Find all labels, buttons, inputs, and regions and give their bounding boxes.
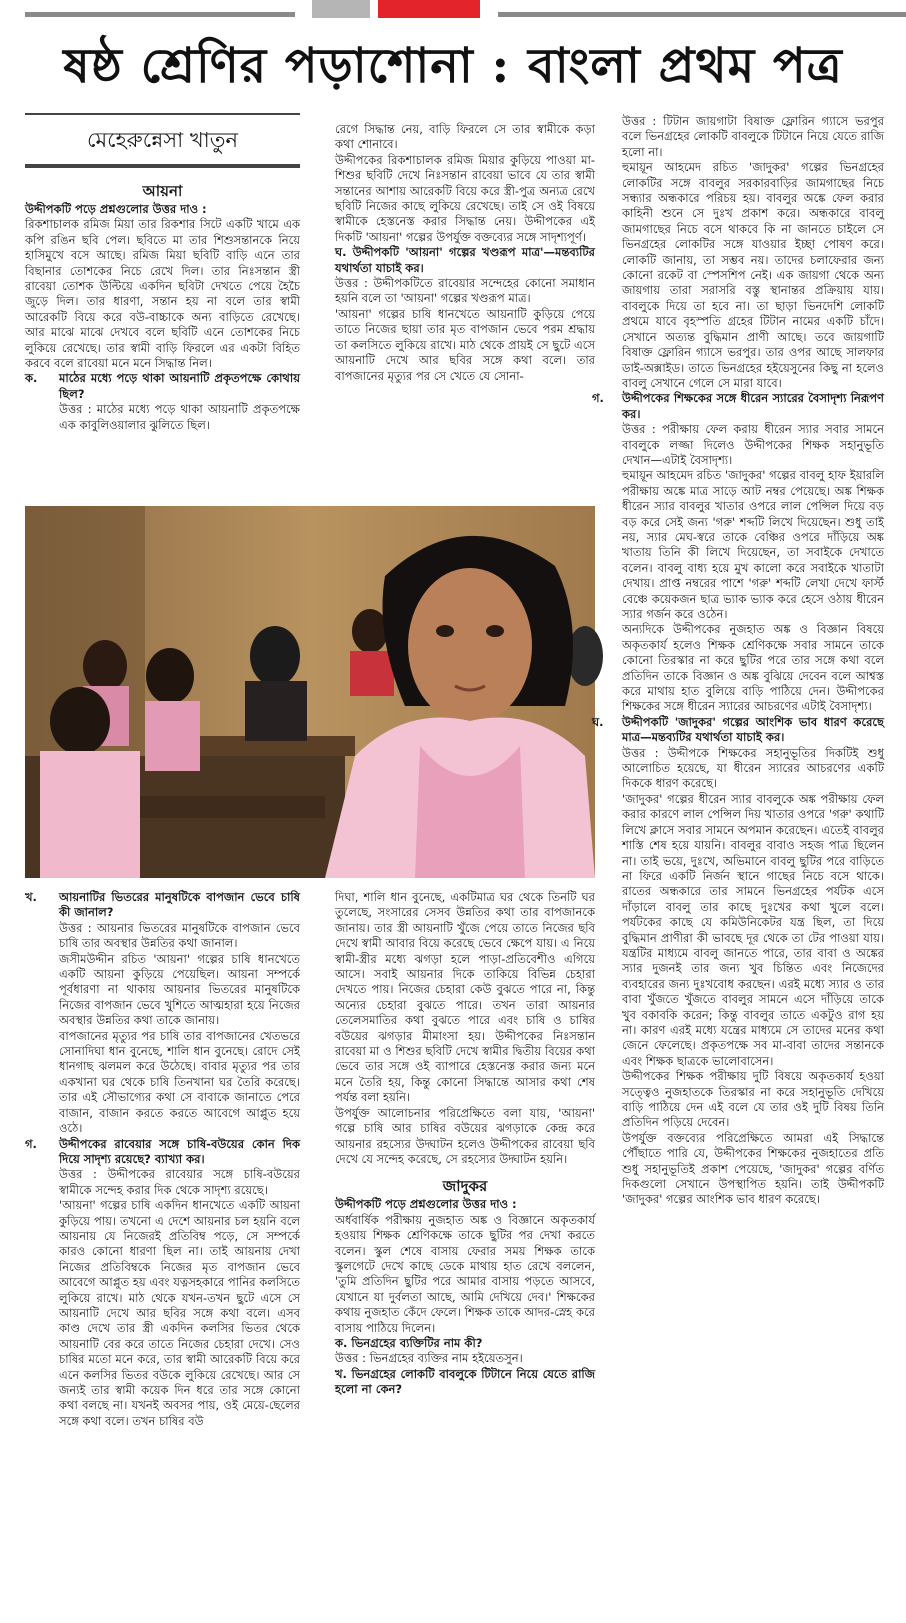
byline-rule-top [25, 113, 300, 115]
column-2-upper [335, 122, 595, 498]
column-1-lower [25, 890, 300, 1615]
column-1-upper [25, 180, 300, 498]
paragraph: উদ্দীপকের শিক্ষক পরীক্ষায় দুটি বিষয়ে অকৃতকার্য হওয়া সত্ত্বেও নুজহাতকে তিরস্কার না করে সহানুভূতি দেখিয়ে বাড়ি পাঠিয়ে দেন এই বলে যে তার ওই দুটি বিষয় তিনি প্রতিদিন পড়িয়ে দেবেন। [622, 1069, 884, 1130]
question-ga-jadukor [592, 391, 884, 422]
question-kha-jadukor: খ. ভিনগ্রহের লোকটি বাবলুকে টিটানে নিয়ে যেতে রাজি হলো না কেন? [335, 1366, 595, 1397]
paragraph: রেগে সিদ্ধান্ত নেয়, বাড়ি ফিরলে সে তার স্বামীকে কড়া কথা শোনাবে। [335, 122, 595, 152]
classroom-photo [25, 506, 595, 878]
answer-ka-jadukor: উত্তর : ভিনগ্রহের ব্যক্তির নাম হইয়েতসুন। [335, 1351, 523, 1366]
question-gha-jadukor [592, 715, 884, 746]
paragraph: অন্যদিকে উদ্দীপকের নুজহাত অঙ্ক ও বিজ্ঞান বিষয়ে অকৃতকার্য হলেও শিক্ষক শ্রেণিকক্ষে সবার সামনে তাকে কোনো তিরস্কার না করে ছুটির পরে তার সঙ্গে কথা বলে প্রতিদিন তাকে বিজ্ঞান ও অঙ্ক বুঝিয়ে দেবেন বলে আশ্বস্ত করে মাথায় হাত বুলিয়ে বাড়ি পাঠিয়ে দেন। উদ্দীপকের শিক্ষকের সঙ্গে ধীরেন স্যারের আচরণের এটাই বৈসাদৃশ্য। [622, 622, 884, 714]
question-text: আয়নাটির ভিতরের মানুষটিকে বাপজান ভেবে চাষি কী জানাল? [59, 890, 300, 920]
stimulus-instruction: উদ্দীপকটি পড়ে প্রশ্নগুলোর উত্তর দাও : [335, 1197, 517, 1212]
page-headline: ষষ্ঠ শ্রেণির পড়াশোনা : বাংলা প্রথম পত্র [63, 38, 843, 94]
paragraph: 'আয়না' গল্পের চাষি ধানখেতে আয়নাটি কুড়িয়ে পেয়ে তাতে নিজের ছায়া তার মৃত বাপজান ভেবে পরম শ্রদ্ধায় তা কলসিতে লুকিয়ে রাখে। মাঠ থেকে প্রায়ই সে ছুটে এসে আয়নাটি দেখে আর ছবির সঙ্গে কথা বলে। তার বাপজানের মৃত্যুর পর সে খেতে যে সোনা- [335, 306, 595, 383]
answer-ga-jadukor: উত্তর : পরীক্ষায় ফেল করায় ধীরেন স্যার সবার সামনে বাবলুকে লজ্জা দিলেও উদ্দীপকের শিক্ষক সহানুভূতি দেখান—এটাই বৈসাদৃশ্য। [622, 422, 884, 467]
paragraph: উদ্দীপকের রিকশাচালক রমিজ মিয়ার কুড়িয়ে পাওয়া মা-শিশুর ছবিটি দেখে নিঃসন্তান রাবেয়া ভাবে যে তার স্বামী সন্তানের আশায় আরেকটি বিয়ে করে স্ত্রী-পুত্র অন্যত্র রেখে ছবিটি নিজের কাছে লুকিয়ে রেখেছে। তাই সে ওই বিষয়ে স্বামীকে হেস্তনেস্ত করার সিদ্ধান্ত নেয়। উদ্দীপকের এই দিকটি 'আয়না' গল্পের উপর্যুক্ত বক্তব্যের সঙ্গে সাদৃশ্যপূর্ণ। [335, 152, 595, 244]
paragraph: জসীমউদ্দীন রচিত 'আয়না' গল্পের চাষি ধানখেতে একটি আয়না কুড়িয়ে পেয়েছিল। আয়না সম্পর্কে পূর্বধারণা না থাকায় আয়নার ভিতরের মানুষটিকে নিজের বাপজান ভেবে খুশিতে আত্মহারা হয়ে নিজের অবস্থার উন্নতির কথা তাকে জানায়। [59, 951, 300, 1028]
answer-ga: উত্তর : উদ্দীপকের রাবেয়ার সঙ্গে চাষি-বউয়ের স্বামীকে সন্দেহ করার দিক থেকে সাদৃশ্য রয়েছে। [59, 1167, 300, 1197]
masthead-bar [0, 0, 906, 22]
answer-gha-jadukor: উত্তর : উদ্দীপকে শিক্ষকের সহানুভূতির দিকটিই শুধু আলোচিত হয়েছে, যা ধীরেন স্যারের আচরণের একটি দিককে ধারণ করেছে। [622, 745, 884, 791]
masthead-rule-left [25, 12, 295, 17]
masthead-red-block [378, 0, 480, 18]
question-number: গ. [25, 1136, 37, 1151]
masthead-rule-right [498, 12, 906, 17]
question-ga [25, 1137, 300, 1168]
question-text: উদ্দীপকটি 'জাদুকর' গল্পের আংশিক ভাব ধারণ করেছে মাত্র—মন্তব্যটির যথার্থতা যাচাই কর। [622, 714, 884, 745]
question-gha: ঘ. উদ্দীপকটি 'আয়না' গল্পের খণ্ডরূপ মাত্র'—মন্তব্যটির যথার্থতা যাচাই কর। [335, 245, 595, 275]
section-title-jadukor: জাদুকর [442, 1177, 488, 1196]
stimulus-instruction: উদ্দীপকটি পড়ে প্রশ্নগুলোর উত্তর দাও : [25, 202, 207, 216]
paragraph: বাপজানের মৃত্যুর পর চাষি তার বাপজানের খেতভরে সোনাদিঘা ধান বুনেছে, শালি ধান বুনেছে। রোদে সেই ধানগাছ ঝলমল করে উঠেছে। বাবার মৃত্যুর পর তার একখানা ঘর থেকে চাষি তিনখানা ঘর তৈরি করেছে। তার এই সৌভাগ্যের কথা সে বাবাকে জানাতে পেরে বাজান, বাজান করতে করতে আবেগে আপ্লুত হয়ে ওঠে। [59, 1028, 300, 1136]
paragraph: 'জাদুকর' গল্পের ধীরেন স্যার বাবলুকে অঙ্ক পরীক্ষায় ফেল করার কারণে লাল পেন্সিল দিয় খাতার ওপরে 'গরু' কথাটি লিখে ক্লাসে সবার সামনে অপমান করেছেন। এতেই বাবলুর শাস্তি শেষ হয়ে যায়নি। বাবলুর বাবাও সহজ পাত্র ছিলেন না। তাই ভয়ে, দুঃখে, অভিমানে বাবলু ছুটির পরে বাড়িতে না ফিরে একটি নির্জন স্থানে গাছের নিচে বসে থাকে। রাতের অন্ধকারে তার সামনে ভিনগ্রহের পর্যটক এসে দাঁড়ালে বাবলু তার কাছে দুঃখের কথা খুলে বলে। পর্যটকের কাছে যে কমিউনিকেটর যন্ত্র ছিল, তা দিয়ে বুদ্ধিমান প্রাণীরা কী ভাবছে দূর থেকে তা টের পাওয়া যায়। যন্ত্রটির মাধ্যমে বাবলু জানতে পারে, তার বাবা ও অঙ্কের স্যার দুজনই তার জন্য খুব চিন্তিত এবং নিজেদের ব্যবহারের জন্য দুঃখবোধ করছেন। এরই মধ্যে স্যার ও তার বাবা খুঁজতে খুঁজতে বাবলুর সামনে এসে দাঁড়িয়ে তাকে খুব বকাবকি করেন; কিন্তু বাবলুর তাতে একটুও রাগ হয় না। কারণ এরই মধ্যে যন্ত্রের মাধ্যমে সে তাদের মনের কথা জেনে ফেলেছে। প্রকৃতপক্ষে সব মা-বাবা তাদের সন্তানকে এবং শিক্ষক ছাত্রকে ভালোবাসেন। [622, 791, 884, 1068]
classroom-photo-illustration [25, 506, 595, 878]
paragraph: উপর্যুক্ত আলোচনার পরিপ্রেক্ষিতে বলা যায়, 'আয়না' গল্পে চাষি আর চাষির বউয়ের ঝগড়াকে কেন্দ্র করে আয়নার রহস্যের উদ্ঘাটন হলেও উদ্দীপকের রাবেয়া ছবি দেখে যে সন্দেহ করেছে, সে রহস্যের উদ্ঘাটন হয়নি। [335, 1105, 595, 1166]
paragraph: হুমায়ূন আহমেদ রচিত 'জাদুকর' গল্পের বাবলু হাফ ইয়ারলি পরীক্ষায় অঙ্কে মাত্র সাড়ে আট নম্বর পেয়েছে। অঙ্ক শিক্ষক ধীরেন স্যার বাবলুর খাতার ওপরে লাল পেন্সিল দিয়ে বড় বড় করে সেই জন্য 'গরু' শব্দটি লিখে দিয়েছেন। শুধু তাই নয়, স্যার মেঘ-স্বরে তাকে বেঞ্চির ওপরে দাঁড়িয়ে অঙ্ক খাতায় তিনি কী লিখে দিয়েছেন, তা সবাইকে দেখাতে বলেন। বাবলু বাধ্য হয়ে মুখ কালো করে সবাইকে খাতাটা দেখায়। প্রাপ্ত নম্বরের পাশে 'গরু' শব্দটি লেখা দেখে ফার্স্ট বেঞ্চে কয়েকজন ছাত্র ভ্যাক ভ্যাক করে হেসে ওঠায় ধীরেন স্যার গর্জন করে ওঠেন। [622, 468, 884, 621]
column-2-lower [335, 890, 595, 1615]
question-number: খ. [25, 890, 37, 904]
question-kha [25, 890, 300, 921]
paragraph: উপর্যুক্ত বক্তব্যের পরিপ্রেক্ষিতে আমরা এই সিদ্ধান্তে পৌঁছাতে পারি যে, উদ্দীপকের শিক্ষকের নুজহাতের প্রতি শুধু সহানুভূতিই প্রকাশ পেয়েছে, 'জাদুকর' গল্পের বর্ণিত দিকগুলো সেখানে উপস্থাপিত হয়নি। তাই উদ্দীপকটি 'জাদুকর' গল্পের আংশিক ভাব ধারণ করেছে। [622, 1130, 884, 1207]
question-number: ক. [25, 371, 38, 386]
author-name: মেহেরুন্নেসা খাতুন [87, 128, 238, 152]
question-text: উদ্দীপকের শিক্ষকের সঙ্গে ধীরেন স্যারের বৈসাদৃশ্য নিরূপণ কর। [622, 391, 884, 421]
answer-gha: উত্তর : উদ্দীপকটিতে রাবেয়ার সন্দেহের কোনো সমাধান হয়নি বলে তা 'আয়না' গল্পের খণ্ডরূপ মাত্র। [335, 276, 595, 306]
question-number: ঘ. [592, 714, 604, 729]
question-ka [25, 371, 300, 402]
question-text: উদ্দীপকের রাবেয়ার সঙ্গে চাষি-বউয়ের কোন দিক দিয়ে সাদৃশ্য রয়েছে? ব্যাখ্যা কর। [59, 1136, 300, 1166]
byline-rule-bottom [25, 164, 300, 168]
section-title-aayna: আয়না [142, 182, 183, 200]
answer-kha: উত্তর : আয়নার ভিতরের মানুষটিকে বাপজান ভেবে চাষি তার অবস্থার উন্নতির কথা জানাল। [59, 920, 300, 951]
stimulus-text: রিকশাচালক রমিজ মিয়া তার রিকশার সিটে একটি খামে এক কপি রঙিন ছবি পেল। ছবিতে মা তার শিশুসন্তানকে নিয়ে হাসিমুখে বসে আছে। রমিজ মিয়া ছবিটি বাড়ি এনে তার বিছানার তোশকের নিচে রেখে দিল। তার নিঃসন্তান স্ত্রী রাবেয়া তোশক উল্টিয়ে একদিন ছবিটা দেখতে পেয়ে হৈচৈ জুড়ে দিল। তার ধারণা, সন্তান হয় না বলে তার স্বামী আরেকটি বিয়ে করে বউ-বাচ্চাকে অন্য বাড়িতে রেখেছে। আর মাঝে মাঝে দেখবে বলে ছবিটি এনে তোশকের নিচে লুকিয়ে রেখেছে। তার স্বামী বাড়ি ফিরলে এর একটা বিহিত করবে বলে রাবেয়া মনে মনে সিদ্ধান্ত নিল। [25, 217, 300, 371]
question-number: গ. [592, 391, 604, 406]
byline [25, 113, 300, 169]
paragraph: হুমায়ূন আহমেদ রচিত 'জাদুকর' গল্পের ভিনগ্রহের লোকটির সঙ্গে বাবলুর সরকারবাড়ির জামগাছের নিচে সন্ধ্যার অন্ধকারে পরিচয় হয়। বাবলুর অঙ্কে ফেল করার কাহিনী শুনে সে দুঃখ প্রকাশ করে। অন্ধকারে বাবলু জামগাছের নিচে বসে থাকবে কি না জানতে চাইলে সে ভিনগ্রহের লোকটির সঙ্গে যাওয়ার ইচ্ছা পোষণ করে। লোকটি জানায়, তা সম্ভব নয়। তাদের চলাফেরার জন্য কোনো রকেট বা স্পেসশিপ নেই। এক জায়গা থেকে অন্য জায়গায় তারা সরাসরি বস্তু স্থানান্তর প্রক্রিয়ায় যায়। বাবলুকে দিয়ে তা হবে না। তা ছাড়া ভিনদেশি লোকটি প্রথমে যাবে বৃহস্পতি গ্রহের টিটান নামের একটি চাঁদে। সেখানে অত্যন্ত বুদ্ধিমান প্রাণী আছে। তবে জায়গাটি বিষাক্ত ফ্লোরিন গ্যাসে ভরপুর। তার ওপর আছে সালফার ডাই-অক্সাইড। তাতে ভিনগ্রহের হইয়েসুনের কিছু না হলেও বাবলু সেখানে গেলে সে মারা যাবে। [622, 160, 884, 390]
answer-ka: উত্তর : মাঠের মধ্যে পড়ে থাকা আয়নাটি প্রকৃতপক্ষে এক কাবুলিওয়ালার ঝুলিতে ছিল। [59, 402, 300, 432]
stimulus-text: অর্ধবার্ষিক পরীক্ষায় নুজহাত অঙ্ক ও বিজ্ঞানে অকৃতকার্য হওয়ায় শিক্ষক শ্রেণিকক্ষে তাকে ছুটির পর দেখা করতে বলেন। স্কুল শেষে বাসায় ফেরার সময় শিক্ষক তাকে স্কুলগেটে দেখে কাছে ডেকে মাথায় হাত রেখে বললেন, 'তুমি প্রতিদিন ছুটির পরে আমার বাসায় পড়তে আসবে, যেখানে যা দুর্বলতা আছে, আমি দেখিয়ে দেব।' শিক্ষকের কথায় নুজহাত কেঁদে ফেলে। শিক্ষক তাকে আদর-স্নেহ করে বাসায় পাঠিয়ে দিলেন। [335, 1212, 595, 1335]
answer-kha-jadukor: উত্তর : টিটান জায়গাটা বিষাক্ত ফ্লোরিন গ্যাসে ভরপুর বলে ভিনগ্রহের লোকটি বাবলুকে টিটানে নিয়ে যেতে রাজি হলো না। [622, 114, 884, 159]
question-ka-jadukor: ক. ভিনগ্রহের ব্যক্তিটির নাম কী? [335, 1335, 483, 1350]
column-3 [592, 114, 884, 1614]
question-text: মাঠের মধ্যে পড়ে থাকা আয়নাটি প্রকৃতপক্ষে কোথায় ছিল? [59, 371, 300, 401]
masthead-grey-block [312, 0, 370, 18]
paragraph: দিঘা, শালি ধান বুনেছে, একটিমাত্র ঘর থেকে তিনটি ঘর তুলেছে, সংসারের সেসব উন্নতির কথা তার বাপজানকে জানায়। তার স্ত্রী আয়নাটি খুঁজে পেয়ে তাতে নিজের ছবি দেখে স্বামী আবার বিয়ে করেছে ভেবে ক্ষেপে যায়। এ নিয়ে স্বামী-স্ত্রীর মধ্যে ঝগড়া হলে পাড়া-প্রতিবেশীও এগিয়ে আসে। সবাই আয়নার দিকে তাকিয়ে বিভিন্ন চেহারা দেখতে পায়। নিজের চেহারা কেউ বুঝতে পারে না, কিন্তু অন্যের চেহারা বুঝতে পারে। তখন তারা আয়নার তেলেসমাতির কথা বুঝতে পারে এবং চাষি ও চাষির বউয়ের ঝগড়ার মীমাংসা হয়। উদ্দীপকের নিঃসন্তান রাবেয়া মা ও শিশুর ছবিটি দেখে স্বামীর দ্বিতীয় বিয়ের কথা ভেবে তার সঙ্গে ওই ব্যাপারে হেস্তনেস্ত করার জন্য মনে মনে তৈরি হয়, কিন্তু কোনো সিদ্ধান্তে আসার কথা শেষ পর্যন্ত বলা হয়নি। [335, 890, 595, 1105]
paragraph: 'আয়না' গল্পের চাষি একদিন ধানখেতে একটি আয়না কুড়িয়ে পায়। তখনো এ দেশে আয়নার চল হয়নি বলে আয়নায় যে নিজেরই প্রতিবিম্ব পড়ে, সে সম্পর্কে কারও কোনো ধারণা ছিল না। তাই আয়নায় দেখা নিজের প্রতিবিম্বকে নিজের মৃত বাপজান ভেবে আবেগে আপ্লুত হয় এবং যত্নসহকারে পানির কলসিতে লুকিয়ে রাখে। মাঠ থেকে যখন-তখন ছুটে এসে সে আয়নাটি দেখে আর ছবির সঙ্গে কথা বলে। এসব কাণ্ড দেখে তার স্ত্রী একদিন কলসির ভিতর থেকে আয়নাটি বের করে তাতে নিজের চেহারা দেখে। সেও চাষির মতো মনে করে, তার স্বামী আরেকটি বিয়ে করে এনে কলসির ভিতর বউকে লুকিয়ে রেখেছে। আর সে জন্যই তার স্বামী কয়েক দিন ধরে তার সঙ্গে কোনো কথা বলছে না। যখনই অবসর পায়, ওই মেয়ে-ছেলের সঙ্গে কথা বলে। তখন চাষির বউ [59, 1198, 300, 1428]
